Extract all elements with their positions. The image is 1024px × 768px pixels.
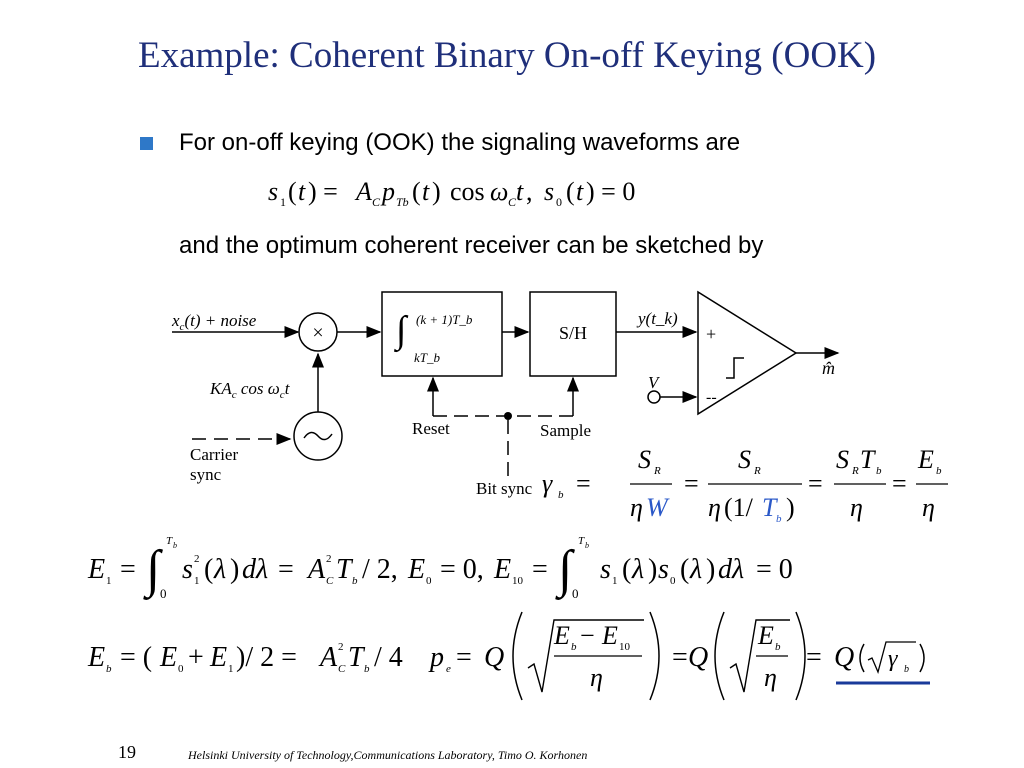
svg-text:=: = bbox=[684, 469, 699, 498]
svg-text:Tb: Tb bbox=[396, 195, 409, 209]
svg-text:=: = bbox=[576, 469, 591, 498]
svg-text:=: = bbox=[806, 642, 822, 673]
svg-text:s: s bbox=[658, 554, 669, 585]
svg-text:λ: λ bbox=[632, 554, 645, 585]
comparator-plus: + bbox=[706, 324, 717, 344]
svg-text:λ: λ bbox=[690, 554, 703, 585]
svg-text:η: η bbox=[630, 493, 643, 522]
svg-text:S: S bbox=[738, 445, 751, 474]
svg-text:E: E bbox=[210, 642, 228, 673]
svg-text:(: ( bbox=[288, 177, 297, 206]
svg-text:(1/: (1/ bbox=[724, 493, 753, 522]
svg-text:=: = bbox=[456, 642, 472, 673]
svg-text:): ) bbox=[230, 554, 240, 585]
svg-text:2: 2 bbox=[194, 553, 200, 565]
svg-text:0: 0 bbox=[160, 586, 167, 601]
svg-text:T: T bbox=[860, 445, 875, 474]
svg-text:S: S bbox=[836, 445, 849, 474]
svg-text:E: E bbox=[160, 642, 178, 673]
svg-text:/ 2,: / 2, bbox=[362, 554, 398, 585]
svg-text:(: ( bbox=[622, 554, 632, 585]
svg-text:C: C bbox=[508, 195, 517, 209]
svg-text:) =: ) = bbox=[308, 177, 338, 206]
svg-text:E: E bbox=[758, 621, 774, 650]
svg-text:C: C bbox=[326, 575, 334, 587]
svg-text:1: 1 bbox=[280, 195, 286, 209]
svg-text:+: + bbox=[188, 642, 204, 673]
svg-text:): ) bbox=[432, 177, 441, 206]
svg-text:10: 10 bbox=[619, 641, 630, 653]
svg-text:γ: γ bbox=[542, 469, 553, 498]
bullet-square-icon bbox=[140, 137, 153, 150]
svg-text:(: ( bbox=[680, 554, 690, 585]
threshold-label: V bbox=[648, 373, 659, 392]
svg-text:2: 2 bbox=[326, 553, 332, 565]
svg-text:p: p bbox=[382, 177, 395, 206]
multiplier-symbol: × bbox=[312, 322, 324, 344]
carrier-sync-label-2: sync bbox=[190, 465, 222, 484]
bit-sync-label: Bit sync bbox=[476, 479, 533, 498]
svg-text:T: T bbox=[348, 642, 364, 673]
svg-text:) = 0: ) = 0 bbox=[586, 177, 636, 206]
input-label: $x_c(t)$ + noise bbox=[172, 311, 257, 333]
svg-text:,: , bbox=[526, 177, 533, 206]
svg-text:b: b bbox=[936, 465, 942, 477]
svg-text:dλ: dλ bbox=[718, 554, 745, 585]
svg-text:(: ( bbox=[204, 554, 214, 585]
svg-text:0: 0 bbox=[426, 575, 432, 587]
svg-text:η: η bbox=[922, 493, 935, 522]
svg-text:0: 0 bbox=[670, 575, 676, 587]
svg-text:η: η bbox=[708, 493, 721, 522]
svg-text:s: s bbox=[182, 554, 193, 585]
svg-text:t: t bbox=[576, 177, 584, 206]
bullet-item bbox=[140, 128, 740, 158]
svg-text:W: W bbox=[646, 493, 668, 522]
svg-text:0: 0 bbox=[556, 195, 562, 209]
footer-credit: Helsinki University of Technology,Communications Laboratory, Timo O. Korhonen bbox=[188, 748, 588, 762]
svg-text:(: ( bbox=[566, 177, 575, 206]
comparator-minus: -- bbox=[706, 389, 717, 406]
svg-text:t: t bbox=[298, 177, 306, 206]
svg-text:= (: = ( bbox=[120, 642, 153, 673]
svg-text:= 0,: = 0, bbox=[440, 554, 484, 585]
svg-text:T: T bbox=[762, 493, 777, 522]
svg-text:E: E bbox=[554, 621, 570, 650]
svg-text:b: b bbox=[352, 575, 358, 587]
svg-text:dλ: dλ bbox=[242, 554, 269, 585]
svg-text:=: = bbox=[278, 554, 294, 585]
svg-text:T: T bbox=[166, 535, 173, 547]
svg-text:): ) bbox=[648, 554, 658, 585]
svg-text:η: η bbox=[764, 663, 777, 692]
svg-text:= 0: = 0 bbox=[756, 554, 793, 585]
svg-text:1: 1 bbox=[106, 575, 112, 587]
svg-text:=: = bbox=[532, 554, 548, 585]
threshold-terminal bbox=[648, 391, 660, 403]
svg-text:b: b bbox=[775, 641, 781, 653]
carrier-sync-label-1: Carrier bbox=[190, 445, 239, 464]
svg-text:E: E bbox=[408, 554, 426, 585]
output-sample-label: y(t_k) bbox=[638, 309, 678, 328]
svg-text:C: C bbox=[338, 663, 346, 675]
svg-text:e: e bbox=[446, 663, 451, 675]
svg-text:R: R bbox=[852, 465, 859, 477]
svg-text:b: b bbox=[904, 664, 909, 675]
svg-text:E: E bbox=[494, 554, 512, 585]
svg-text:R: R bbox=[654, 465, 661, 477]
continuation-text: and the optimum coherent receiver can be sketched by bbox=[179, 232, 764, 259]
svg-text:λ: λ bbox=[214, 554, 227, 585]
output-label: m̂ bbox=[822, 358, 835, 378]
svg-text:R: R bbox=[754, 465, 761, 477]
svg-text:η: η bbox=[590, 663, 603, 692]
svg-text:p: p bbox=[430, 642, 444, 673]
svg-text:b: b bbox=[364, 663, 370, 675]
svg-text:A: A bbox=[356, 177, 372, 206]
svg-text:1: 1 bbox=[228, 663, 234, 675]
lo-label: $KA_c$ $\cos \omega_ct$ bbox=[210, 379, 290, 401]
svg-text:C: C bbox=[372, 195, 381, 209]
svg-text:1: 1 bbox=[612, 575, 618, 587]
bullet-text: For on-off keying (OOK) the signaling waveforms are bbox=[179, 129, 741, 156]
page-number: 19 bbox=[118, 742, 136, 762]
svg-text:E: E bbox=[88, 642, 106, 673]
svg-text:s: s bbox=[544, 177, 555, 206]
svg-text:Q: Q bbox=[834, 642, 855, 673]
reset-label: Reset bbox=[412, 419, 450, 438]
svg-text:b: b bbox=[558, 489, 564, 501]
svg-text:S: S bbox=[638, 445, 651, 474]
svg-text:s: s bbox=[600, 554, 611, 585]
svg-text:(: ( bbox=[412, 177, 421, 206]
energy-equation bbox=[84, 528, 844, 608]
svg-text:)/ 2 =: )/ 2 = bbox=[236, 642, 297, 673]
svg-text:A: A bbox=[320, 642, 338, 673]
waveform-equation bbox=[268, 168, 688, 212]
svg-text:ω: ω bbox=[490, 177, 509, 206]
svg-text:=: = bbox=[672, 642, 688, 673]
sample-hold-label: S/H bbox=[558, 323, 588, 343]
svg-text:γ: γ bbox=[888, 646, 898, 672]
svg-text:b: b bbox=[106, 663, 112, 675]
svg-text:1: 1 bbox=[194, 575, 200, 587]
svg-text:t: t bbox=[516, 177, 524, 206]
integral-icon: ∫ bbox=[396, 309, 407, 351]
svg-text:A: A bbox=[308, 554, 326, 585]
integrator-upper-limit: (k + 1)T_b bbox=[416, 312, 473, 327]
svg-text:−: − bbox=[580, 621, 595, 650]
svg-text:0: 0 bbox=[178, 663, 184, 675]
svg-text:b: b bbox=[776, 513, 782, 525]
svg-text:E: E bbox=[88, 554, 106, 585]
sample-label: Sample bbox=[540, 421, 591, 440]
svg-text:∫: ∫ bbox=[146, 541, 161, 598]
integrator-lower-limit: kT_b bbox=[414, 350, 440, 365]
svg-text:=: = bbox=[892, 469, 907, 498]
svg-text:t: t bbox=[422, 177, 430, 206]
svg-text:b: b bbox=[173, 541, 177, 550]
svg-text:/ 4: / 4 bbox=[374, 642, 403, 673]
svg-text:): ) bbox=[706, 554, 716, 585]
snr-equation bbox=[540, 440, 960, 530]
svg-text:10: 10 bbox=[512, 575, 523, 587]
svg-text:2: 2 bbox=[338, 641, 344, 653]
svg-text:=: = bbox=[120, 554, 136, 585]
svg-text:Q: Q bbox=[688, 642, 709, 673]
svg-text:E: E bbox=[918, 445, 934, 474]
svg-text:T: T bbox=[336, 554, 352, 585]
svg-text:Q: Q bbox=[484, 642, 505, 673]
bit-sync-node bbox=[504, 412, 512, 420]
svg-text:0: 0 bbox=[572, 586, 579, 601]
svg-text:b: b bbox=[876, 465, 882, 477]
svg-text:∫: ∫ bbox=[558, 541, 573, 598]
svg-text:η: η bbox=[850, 493, 863, 522]
svg-text:): ) bbox=[786, 493, 795, 522]
svg-text:=: = bbox=[808, 469, 823, 498]
svg-text:cos: cos bbox=[450, 177, 485, 206]
svg-text:b: b bbox=[571, 641, 577, 653]
slide-title: Example: Coherent Binary On-off Keying (OOK) bbox=[138, 35, 877, 76]
svg-text:E: E bbox=[602, 621, 618, 650]
svg-text:s: s bbox=[268, 177, 279, 206]
error-probability-equation bbox=[84, 606, 964, 706]
svg-text:T: T bbox=[578, 535, 585, 547]
svg-text:b: b bbox=[585, 541, 589, 550]
